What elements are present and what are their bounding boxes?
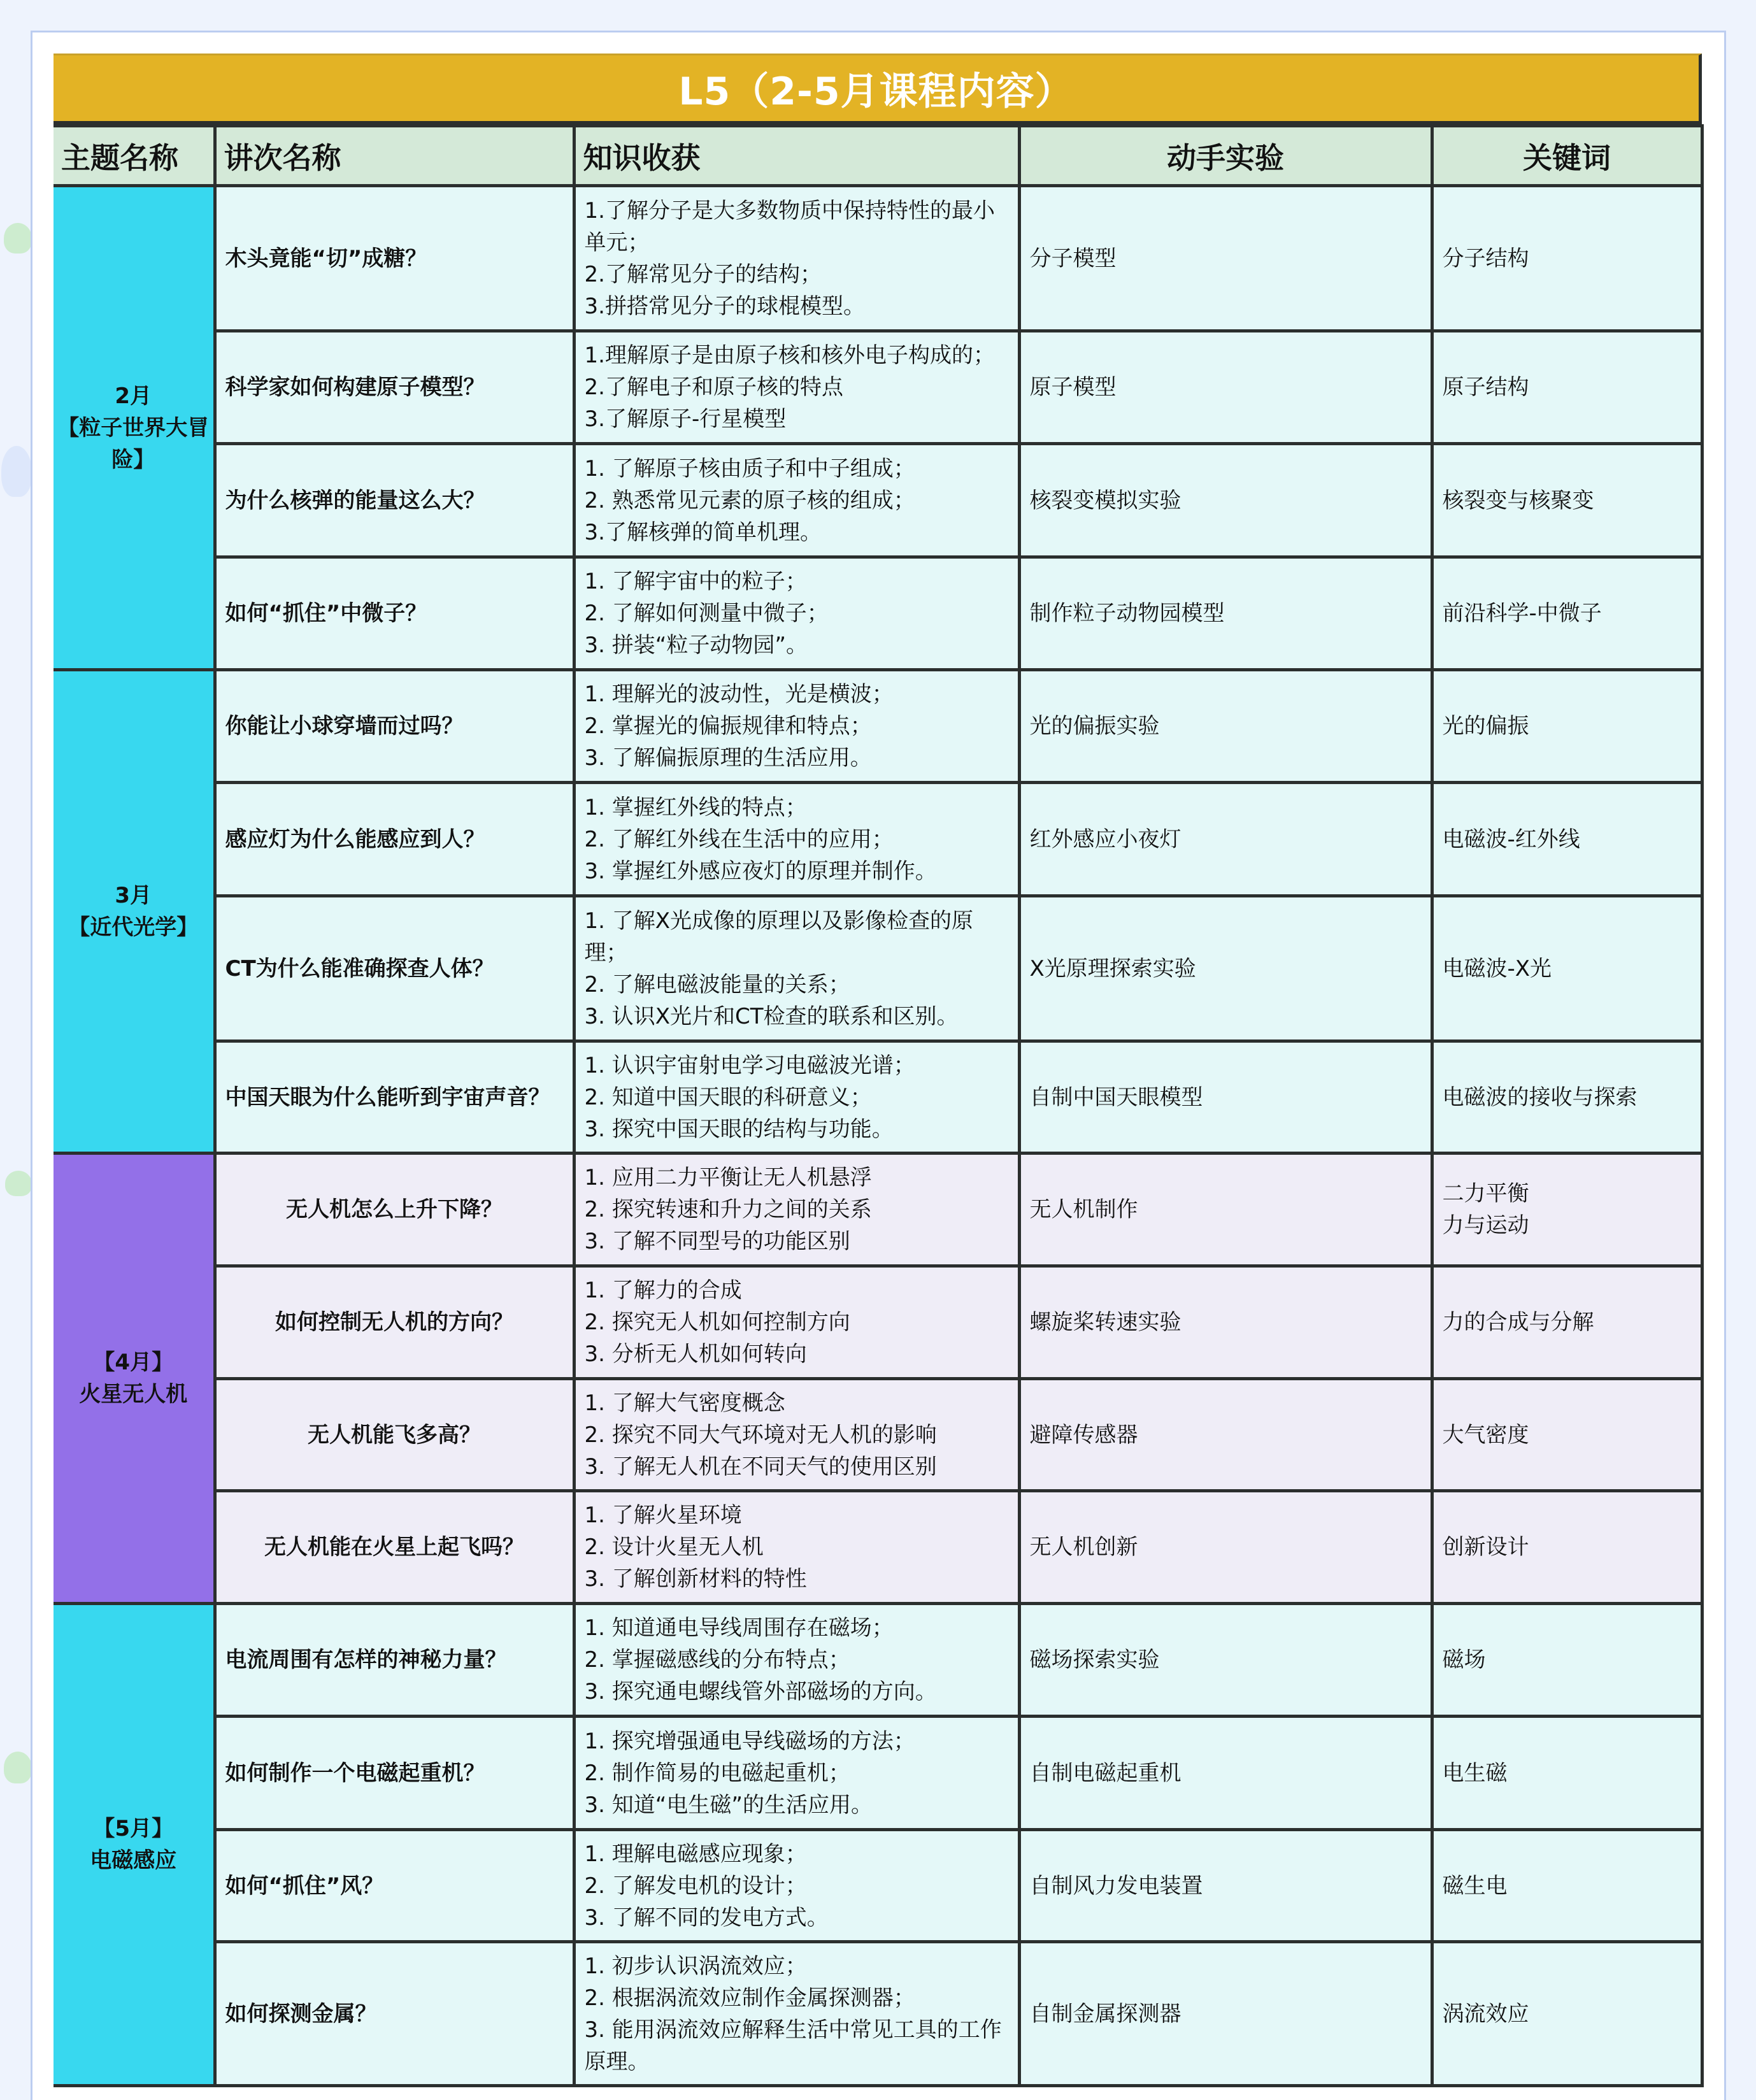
knowledge-item: 1. 理解光的波动性，光是横波； — [584, 682, 894, 707]
keyword-item: 电磁波-红外线 — [1442, 826, 1580, 852]
keyword-item: 电生磁 — [1442, 1760, 1508, 1786]
keyword-cell — [1432, 1491, 1702, 1604]
knowledge-item: 3. 能用涡流效应解释生活中常见工具的工作原理。 — [584, 2017, 1002, 2075]
knowledge-item: 3. 掌握红外感应夜灯的原理并制作。 — [584, 858, 937, 884]
experiment-cell: 原子模型 — [1019, 331, 1432, 444]
theme-title: 【粒子世界大冒险】 — [57, 415, 210, 473]
decorative-blob — [4, 223, 32, 254]
table-title: L5（2-5月课程内容） — [54, 54, 1702, 124]
experiment-cell: X光原理探索实验 — [1019, 896, 1432, 1041]
knowledge-item: 2.了解常见分子的结构； — [584, 261, 822, 287]
theme-month: 【4月】 — [93, 1350, 174, 1375]
knowledge-cell — [574, 1379, 1019, 1491]
knowledge-cell — [574, 557, 1019, 670]
table-row — [54, 1379, 1702, 1491]
knowledge-cell — [574, 1717, 1019, 1830]
knowledge-item: 1. 理解电磁感应现象； — [584, 1841, 807, 1867]
keyword-cell — [1432, 1717, 1702, 1830]
experiment-cell: 核裂变模拟实验 — [1019, 444, 1432, 557]
knowledge-item: 2. 根据涡流效应制作金属探测器； — [584, 1985, 915, 2011]
table-row — [54, 1491, 1702, 1604]
header-lesson: 讲次名称 — [215, 126, 574, 186]
lesson-name: 木头竟能“切”成糖？ — [215, 186, 574, 331]
lesson-name: 如何“抓住”中微子？ — [215, 557, 574, 670]
knowledge-item: 3. 认识X光片和CT检查的联系和区别。 — [584, 1003, 959, 1029]
knowledge-item: 2. 了解红外线在生活中的应用； — [584, 826, 894, 852]
lesson-name: 科学家如何构建原子模型？ — [215, 331, 574, 444]
knowledge-item: 2. 设计火星无人机 — [584, 1534, 764, 1560]
keyword-item: 创新设计 — [1442, 1534, 1529, 1560]
knowledge-item: 1. 了解力的合成 — [584, 1278, 742, 1303]
knowledge-item: 3. 知道“电生磁”的生活应用。 — [584, 1792, 873, 1818]
keyword-cell — [1432, 1266, 1702, 1379]
knowledge-item: 3. 探究中国天眼的结构与功能。 — [584, 1116, 894, 1142]
lesson-name: 无人机怎么上升下降？ — [215, 1154, 574, 1266]
theme-title: 【近代光学】 — [68, 915, 199, 940]
knowledge-cell — [574, 670, 1019, 783]
theme-month: 2月 — [115, 383, 152, 409]
keyword-cell — [1432, 1942, 1702, 2086]
knowledge-item: 1.理解原子是由原子核和核外电子构成的； — [584, 343, 995, 368]
header-row — [54, 126, 1702, 186]
experiment-cell: 自制金属探测器 — [1019, 1942, 1432, 2086]
knowledge-item: 3. 了解创新材料的特性 — [584, 1566, 807, 1592]
header-experiment: 动手实验 — [1019, 126, 1432, 186]
knowledge-item: 2. 制作简易的电磁起重机； — [584, 1760, 850, 1786]
theme-cell — [54, 670, 215, 1154]
lesson-name: 感应灯为什么能感应到人？ — [215, 783, 574, 896]
knowledge-cell — [574, 1604, 1019, 1717]
keyword-cell — [1432, 1379, 1702, 1491]
knowledge-item: 3. 了解无人机在不同天气的使用区别 — [584, 1454, 937, 1480]
knowledge-item: 1. 了解火星环境 — [584, 1503, 742, 1528]
knowledge-item: 1. 应用二力平衡让无人机悬浮 — [584, 1165, 872, 1190]
keyword-item: 分子结构 — [1442, 245, 1529, 271]
experiment-cell: 制作粒子动物园模型 — [1019, 557, 1432, 670]
lesson-name: 无人机能飞多高？ — [215, 1379, 574, 1491]
table-row — [54, 1154, 1702, 1266]
knowledge-item: 3. 了解不同型号的功能区别 — [584, 1229, 850, 1254]
keyword-cell — [1432, 186, 1702, 331]
knowledge-item: 3.了解核弹的简单机理。 — [584, 519, 822, 545]
keyword-cell — [1432, 1830, 1702, 1942]
knowledge-item: 1. 了解X光成像的原理以及影像检查的原理； — [584, 908, 974, 966]
knowledge-cell — [574, 186, 1019, 331]
experiment-cell: 红外感应小夜灯 — [1019, 783, 1432, 896]
knowledge-item: 3. 了解偏振原理的生活应用。 — [584, 745, 872, 771]
keyword-cell — [1432, 896, 1702, 1041]
table-row — [54, 1604, 1702, 1717]
header-knowledge: 知识收获 — [574, 126, 1019, 186]
knowledge-cell — [574, 1830, 1019, 1942]
course-table — [54, 124, 1704, 2087]
knowledge-cell — [574, 444, 1019, 557]
knowledge-item: 2. 探究转速和升力之间的关系 — [584, 1197, 872, 1222]
table-row — [54, 1942, 1702, 2086]
experiment-cell: 自制电磁起重机 — [1019, 1717, 1432, 1830]
experiment-cell: 无人机创新 — [1019, 1491, 1432, 1604]
lesson-name: 为什么核弹的能量这么大？ — [215, 444, 574, 557]
keyword-cell — [1432, 1604, 1702, 1717]
keyword-item: 涡流效应 — [1442, 2001, 1529, 2027]
keyword-cell — [1432, 1041, 1702, 1154]
knowledge-cell — [574, 1942, 1019, 2086]
decorative-blob — [1, 446, 32, 497]
theme-title: 电磁感应 — [90, 1848, 177, 1873]
knowledge-item: 2. 掌握光的偏振规律和特点； — [584, 713, 872, 739]
keyword-item: 前沿科学-中微子 — [1442, 601, 1602, 626]
table-row — [54, 896, 1702, 1041]
knowledge-item: 1. 掌握红外线的特点； — [584, 794, 807, 820]
header-theme: 主题名称 — [54, 126, 215, 186]
knowledge-item: 2. 探究不同大气环境对无人机的影响 — [584, 1422, 937, 1448]
knowledge-cell — [574, 1491, 1019, 1604]
keyword-cell — [1432, 670, 1702, 783]
keyword-cell — [1432, 557, 1702, 670]
lesson-name: 如何制作一个电磁起重机？ — [215, 1717, 574, 1830]
theme-cell — [54, 1604, 215, 2086]
table-row — [54, 1717, 1702, 1830]
lesson-name: 你能让小球穿墙而过吗？ — [215, 670, 574, 783]
course-table-sheet — [54, 54, 1702, 2087]
lesson-name: 如何“抓住”风？ — [215, 1830, 574, 1942]
experiment-cell: 避障传感器 — [1019, 1379, 1432, 1491]
lesson-name: 如何控制无人机的方向？ — [215, 1266, 574, 1379]
keyword-item: 力与运动 — [1442, 1213, 1529, 1238]
knowledge-item: 2.了解电子和原子核的特点 — [584, 375, 843, 400]
experiment-cell: 磁场探索实验 — [1019, 1604, 1432, 1717]
knowledge-item: 2. 了解如何测量中微子； — [584, 601, 829, 626]
table-row — [54, 444, 1702, 557]
theme-month: 【5月】 — [93, 1816, 174, 1841]
knowledge-cell — [574, 783, 1019, 896]
keyword-item: 核裂变与核聚变 — [1442, 487, 1594, 513]
header-keyword: 关键词 — [1432, 126, 1702, 186]
knowledge-item: 1. 了解宇宙中的粒子； — [584, 569, 807, 594]
knowledge-item: 1. 认识宇宙射电学习电磁波光谱； — [584, 1052, 915, 1078]
knowledge-cell — [574, 1266, 1019, 1379]
decorative-blob — [4, 1752, 32, 1783]
knowledge-item: 1. 探究增强通电导线磁场的方法； — [584, 1728, 915, 1754]
keyword-item: 力的合成与分解 — [1442, 1310, 1594, 1335]
knowledge-cell — [574, 1041, 1019, 1154]
knowledge-item: 2. 了解发电机的设计； — [584, 1873, 807, 1899]
knowledge-item: 2. 了解电磁波能量的关系； — [584, 971, 850, 997]
table-row — [54, 186, 1702, 331]
experiment-cell: 无人机制作 — [1019, 1154, 1432, 1266]
table-row — [54, 670, 1702, 783]
lesson-name: 中国天眼为什么能听到宇宙声音？ — [215, 1041, 574, 1154]
knowledge-item: 3. 了解不同的发电方式。 — [584, 1904, 829, 1931]
lesson-name: 如何探测金属？ — [215, 1942, 574, 2086]
keyword-cell — [1432, 783, 1702, 896]
theme-month: 3月 — [115, 883, 152, 908]
keyword-item: 磁生电 — [1442, 1873, 1508, 1899]
lesson-name: 电流周围有怎样的神秘力量？ — [215, 1604, 574, 1717]
knowledge-item: 1. 了解原子核由质子和中子组成； — [584, 455, 915, 482]
knowledge-item: 1. 知道通电导线周围存在磁场； — [584, 1615, 894, 1641]
keyword-item: 二力平衡 — [1442, 1181, 1529, 1206]
knowledge-item: 2. 知道中国天眼的科研意义； — [584, 1084, 872, 1110]
keyword-item: 光的偏振 — [1442, 713, 1529, 739]
keyword-item: 大气密度 — [1442, 1422, 1529, 1448]
table-row — [54, 1830, 1702, 1942]
table-row — [54, 331, 1702, 444]
experiment-cell: 自制风力发电装置 — [1019, 1830, 1432, 1942]
table-row — [54, 557, 1702, 670]
knowledge-item: 3.了解原子-行星模型 — [584, 406, 787, 432]
keyword-cell — [1432, 1154, 1702, 1266]
knowledge-item: 1. 了解大气密度概念 — [584, 1390, 785, 1416]
knowledge-item: 1. 初步认识涡流效应； — [584, 1953, 807, 1979]
knowledge-item: 3. 探究通电螺线管外部磁场的方向。 — [584, 1679, 937, 1704]
theme-cell — [54, 186, 215, 670]
keyword-item: 电磁波的接收与探索 — [1442, 1084, 1638, 1110]
experiment-cell: 光的偏振实验 — [1019, 670, 1432, 783]
knowledge-item: 3. 拼装“粒子动物园”。 — [584, 632, 808, 658]
knowledge-cell — [574, 1154, 1019, 1266]
decorative-blob — [5, 1171, 32, 1196]
keyword-cell — [1432, 444, 1702, 557]
knowledge-item: 2. 熟悉常见元素的原子核的组成； — [584, 487, 915, 513]
table-row — [54, 1266, 1702, 1379]
keyword-item: 原子结构 — [1442, 375, 1529, 400]
knowledge-cell — [574, 896, 1019, 1041]
table-row — [54, 1041, 1702, 1154]
experiment-cell: 分子模型 — [1019, 186, 1432, 331]
lesson-name: CT为什么能准确探查人体？ — [215, 896, 574, 1041]
theme-title: 火星无人机 — [79, 1382, 188, 1407]
experiment-cell: 自制中国天眼模型 — [1019, 1041, 1432, 1154]
knowledge-item: 2. 掌握磁感线的分布特点； — [584, 1647, 850, 1673]
knowledge-item: 1.了解分子是大多数物质中保持特性的最小单元； — [584, 197, 995, 255]
keyword-item: 磁场 — [1442, 1647, 1486, 1673]
knowledge-item: 3.拼搭常见分子的球棍模型。 — [584, 293, 865, 319]
keyword-cell — [1432, 331, 1702, 444]
lesson-name: 无人机能在火星上起飞吗？ — [215, 1491, 574, 1604]
theme-cell — [54, 1154, 215, 1604]
table-row — [54, 783, 1702, 896]
knowledge-item: 3. 分析无人机如何转向 — [584, 1341, 807, 1367]
keyword-item: 电磁波-X光 — [1442, 955, 1552, 982]
knowledge-cell — [574, 331, 1019, 444]
knowledge-item: 2. 探究无人机如何控制方向 — [584, 1310, 850, 1335]
experiment-cell: 螺旋桨转速实验 — [1019, 1266, 1432, 1379]
